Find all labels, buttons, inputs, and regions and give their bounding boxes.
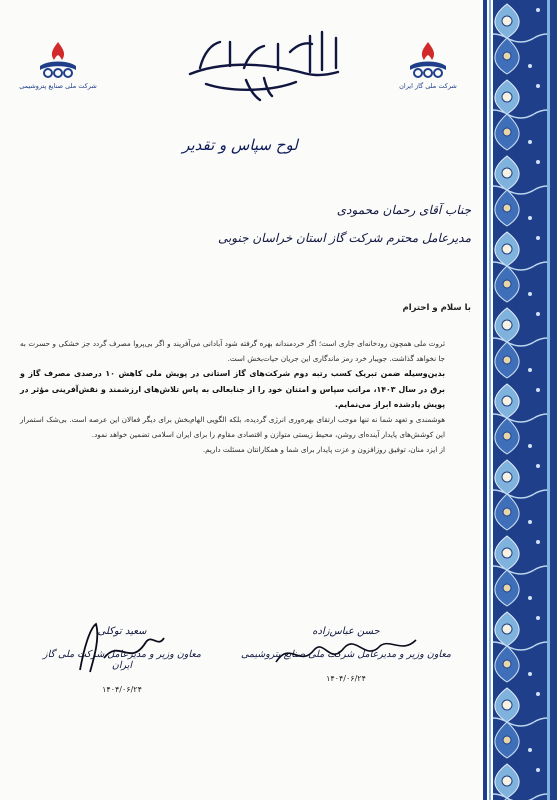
flame-logo-icon	[36, 40, 80, 80]
basmala-calligraphy	[160, 22, 360, 104]
recipient-name: جناب آقای رحمان محمودی	[336, 203, 471, 217]
flame-logo-icon	[406, 40, 450, 80]
recipient-title: مدیرعامل محترم شرکت گاز استان خراسان جنوبی	[217, 231, 471, 245]
body-paragraph: ثروت ملی همچون رودخانه‌ای جاری است؛ اگر خردمندانه بهره گرفته شود آبادانی می‌آفریند و اگر بی‌پروا مصرف گردد جز خشکی و حسرت به جا نخواهد گذاشت. جویبار خرد رمز ماندگاری این جریان حیات‌بخش است.	[20, 339, 445, 364]
body-paragraph: از ایزد منان، توفیق روزافزون و عزت پایدار برای شما و همکارانتان مسئلت داریم.	[202, 445, 445, 455]
signatory-name: سعید توکلی	[97, 626, 147, 637]
signatory-title: معاون وزیر و مدیرعامل شرکت ملی گاز ایران	[43, 649, 201, 671]
signatory-name: حسن عباس‌زاده	[312, 626, 380, 637]
gas-company-logo-caption: شرکت ملی گاز ایران	[399, 82, 457, 90]
gas-company-logo	[388, 40, 468, 90]
greeting: با سلام و احترام	[402, 303, 471, 313]
signature-date: ۱۴۰۴/۰۶/۲۴	[102, 685, 142, 694]
petrochemical-logo-caption: شرکت ملی صنایع پتروشیمی	[19, 82, 97, 90]
body-paragraph-highlight: بدین‌وسیله ضمن تبریک کسب رتبه دوم شرکت‌های گاز استانی در پویش ملی کاهش ۱۰ درصدی مصرف گاز و برق در سال ۱۴۰۳، مراتب سپاس و امتنان خود را از جنابعالی به پاس تلاش‌های ارزشمند و نقش‌آفرینی مؤثر در پویش یادشده ابراز می‌نمایم.	[20, 369, 445, 409]
signature-block-right	[236, 626, 456, 683]
certificate-heading: لوح سپاس و تقدیر	[182, 136, 298, 154]
signature-block-left	[32, 626, 212, 694]
letter-body	[20, 336, 445, 458]
petrochemical-logo	[18, 40, 98, 90]
signature-date: ۱۴۰۴/۰۶/۲۴	[326, 674, 366, 683]
body-paragraph: هوشمندی و تعهد شما نه تنها موجب ارتقای بهره‌وری انرژی گردیده، بلکه الگویی الهام‌بخش برای دیگر فعالان این عرصه است. بی‌شک استمرار این کوشش‌های پایدار آینده‌ای روشن، محیط زیستی متوازن و اقتصادی مقاوم را برای ایران اسلامی تضمین خواهد نمود.	[20, 415, 445, 440]
signatory-title: معاون وزیر و مدیرعامل شرکت ملی صنایع پتروشیمی	[240, 649, 452, 660]
ornamental-border	[480, 0, 557, 800]
